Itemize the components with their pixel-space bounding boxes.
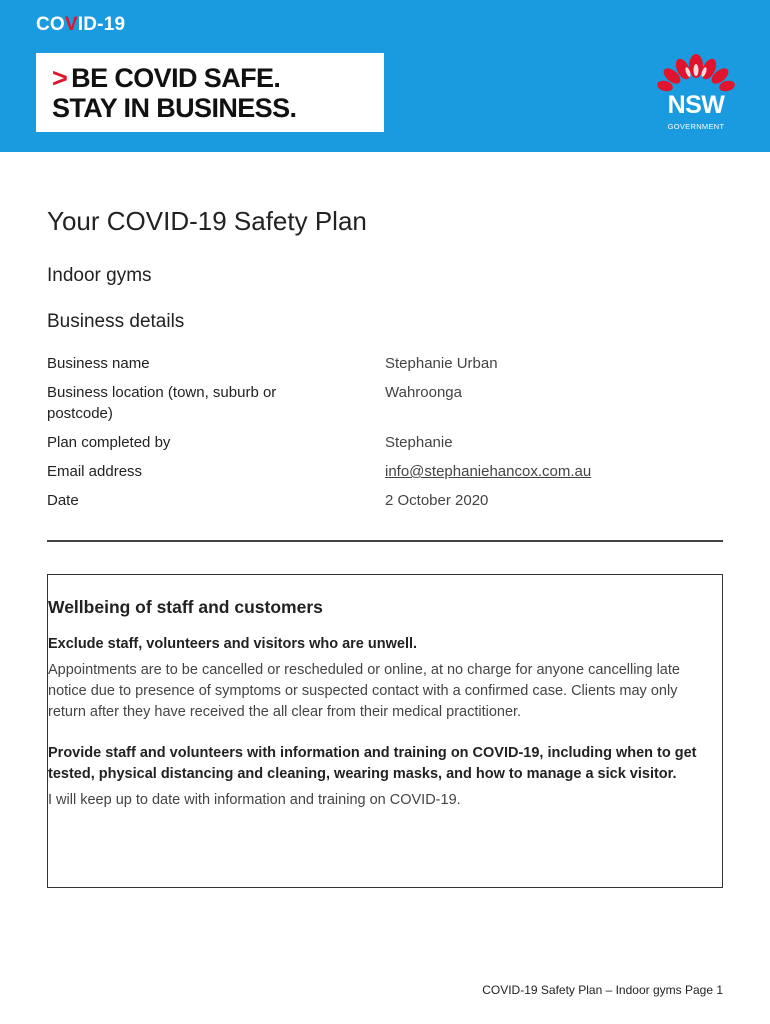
detail-row-business-location [47,382,723,424]
chevron-right-icon: > [52,63,68,93]
detail-value: 2 October 2020 [385,492,489,509]
covid-label-accent: V [64,14,78,35]
wellbeing-heading: Wellbeing of staff and customers [48,597,323,617]
detail-label: Date [47,492,79,509]
response-text: I will keep up to date with information and training on COVID-19. [48,792,461,808]
section-divider [47,540,723,542]
business-details-heading: Business details [47,311,185,332]
requirement-text: Provide staff and volunteers with information and training on COVID-19, including when to get tested, physical distancing and cleaning, wearing masks, and how to manage a sick visitor. [48,745,697,782]
covid-label-part: CO [36,14,65,35]
detail-row-business-name [47,353,723,374]
requirement-text: Exclude staff, volunteers and visitors who are unwell. [48,636,418,652]
covid-label-part: ID-19 [77,14,126,35]
detail-label: Plan completed by [47,434,171,451]
nsw-logo-text: NSW [667,91,725,119]
wellbeing-section [47,574,723,888]
header-banner [0,0,770,152]
detail-value: Wahroonga [385,384,462,401]
detail-label: Business location (town, suburb or postcode) [47,384,277,422]
business-details-table [47,353,723,519]
email-link[interactable]: info@stephaniehancox.com.au [385,463,592,480]
detail-value: Stephanie [385,434,453,451]
slogan-line-1 [52,63,384,93]
detail-value: Stephanie Urban [385,355,498,372]
slogan-box [36,53,384,132]
page-subtitle: Indoor gyms [47,265,152,286]
response-text: Appointments are to be cancelled or rescheduled or online, at no charge for anyone cancelling late notice due to presence of symptoms or suspected contact with a confirmed case. Clients may only return after they have received the all clear from their medical practitioner. [48,662,680,720]
detail-row-plan-completed-by [47,432,723,453]
detail-row-date [47,490,723,511]
slogan-text-1: BE COVID SAFE. [71,63,281,93]
detail-row-email [47,461,723,482]
slogan-line-2: STAY IN BUSINESS. [52,93,297,123]
covid-19-label [36,14,125,36]
detail-label: Email address [47,463,143,480]
detail-label: Business name [47,355,150,372]
page-title: Your COVID-19 Safety Plan [47,206,367,236]
nsw-logo-subtext: GOVERNMENT [667,122,725,131]
page-footer: COVID-19 Safety Plan – Indoor gyms Page 1 [482,983,723,997]
